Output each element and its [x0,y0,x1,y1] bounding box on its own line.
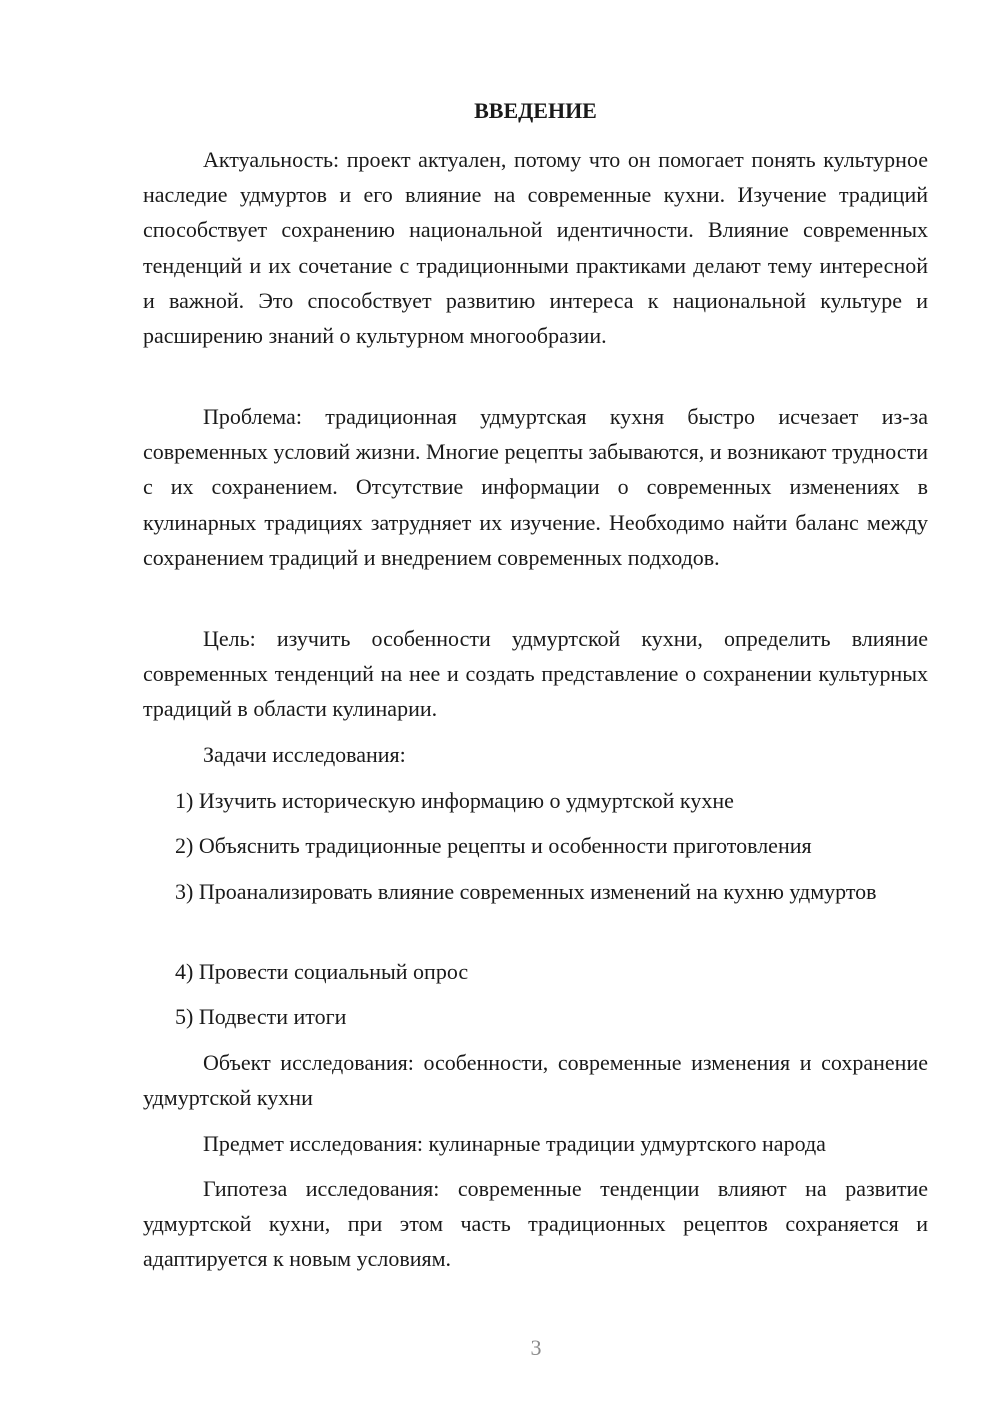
page-title: ВВЕДЕНИЕ [474,98,597,123]
task-item-4: 4) Провести социальный опрос [175,959,469,984]
goal-paragraph: Цель: изучить особенности удмуртской кухни, определить влияние современных тенденций на нее и создать представление о сохранении культурных традиций в области кулинарии. [143,626,928,722]
object-paragraph: Объект исследования: особенности, современные изменения и сохранение удмуртской кухни [143,1050,928,1111]
task-item-5: 5) Подвести итоги [175,1004,347,1029]
page-number: 3 [530,1335,542,1360]
tasks-heading: Задачи исследования: [203,742,406,767]
subject-paragraph: Предмет исследования: кулинарные традиции удмуртского народа [203,1131,826,1156]
relevance-paragraph: Актуальность: проект актуален, потому что он помогает понять культурное наследие удмуртов и его влияние на современные кухни. Изучение традиций способствует сохранению национальной идентичности. Влияние современных тенденций и их сочетание с традиционными практиками делают тему интересной и важной. Это способствует развитию интереса к национальной культуре и расширению знаний о культурном многообразии. [143,147,928,349]
task-item-3: 3) Проанализировать влияние современных изменений на кухню удмуртов [175,879,877,904]
problem-paragraph: Проблема: традиционная удмуртская кухня быстро исчезает из-за современных условий жизни. Многие рецепты забываются, и возникают трудности с их сохранением. Отсутствие информации о современных изменениях в кулинарных традициях затрудняет их изучение. Необходимо найти баланс между сохранением традиций и внедрением современных подходов. [143,404,928,570]
hypothesis-paragraph: Гипотеза исследования: современные тенденции влияют на развитие удмуртской кухни, при этом часть традиционных рецептов сохраняется и адаптируется к новым условиям. [143,1176,928,1272]
task-item-2: 2) Объяснить традиционные рецепты и особенности приготовления [175,833,812,858]
task-item-1: 1) Изучить историческую информацию о удмуртской кухне [175,788,734,813]
